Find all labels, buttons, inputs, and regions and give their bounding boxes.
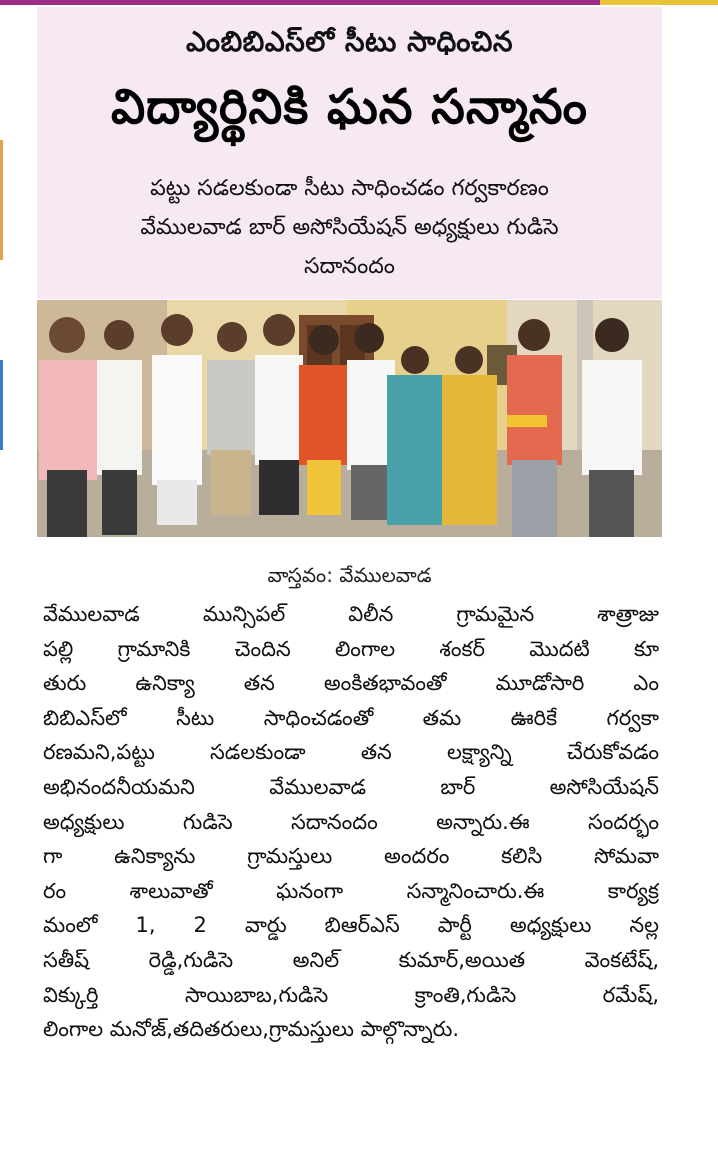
body-line: సతీష్ రెడ్డి,గుడిసె అనిల్ కుమార్,అయిత వెంకటేష్, bbox=[43, 947, 659, 972]
body-line: అధ్యక్షులు గుడిసె సదానందం అన్నారు.ఈ సందర్భం bbox=[43, 809, 659, 834]
margin-color-mark bbox=[0, 140, 3, 260]
body-line: లింగాల మనోజ్,తదితరులు,గ్రామస్తులు పాల్గొన్నారు. bbox=[43, 1017, 460, 1042]
margin-color-mark bbox=[0, 360, 3, 450]
deck-line: వేములవాడ బార్ అసోసియేషన్ అధ్యక్షులు గుడిసె bbox=[140, 215, 559, 240]
body-line: బిబిఎస్‌లో సీటు సాధించడంతో తమ ఊరికే గర్వకా bbox=[43, 705, 659, 730]
body-line: వేములవాడ మున్సిపల్ విలీన గ్రామమైన శాత్రాజు bbox=[43, 602, 659, 626]
news-photo bbox=[37, 300, 662, 537]
body-line: రం శాలువాతో ఘనంగా సన్మానించారు.ఈ కార్యక్ర bbox=[43, 878, 659, 903]
body-line: పల్లి గ్రామానికి చెందిన లింగాల శంకర్ మొదటి కూ bbox=[43, 636, 659, 661]
headline: విద్యార్థినికి ఘన సన్మానం bbox=[111, 79, 588, 135]
article-body bbox=[43, 597, 659, 1047]
body-line: అభినందనీయమని వేములవాడ బార్ అసోసియేషన్ bbox=[43, 774, 659, 799]
top-rule-accent bbox=[600, 0, 718, 5]
deck bbox=[57, 169, 642, 286]
body-line: మంలో 1, 2 వార్డు బిఆర్ఎస్ పార్టీ అధ్యక్షులు నల్ల bbox=[43, 913, 659, 938]
deck-line: సదానందం bbox=[304, 254, 395, 279]
body-line: తురు ఉనిక్యా తన అంకితభావంతో మూడోసారి ఎం bbox=[43, 671, 659, 696]
dateline: వాస్తవం: వేములవాడ bbox=[267, 563, 432, 587]
body-line: గా ఉనిక్యాను గ్రామస్తులు అందరం కలిసి సోమవా bbox=[43, 844, 659, 869]
group-photo-felicitation bbox=[37, 300, 662, 537]
body-line: విక్కుర్తి సాయిబాబ,గుడిసె క్రాంతి,గుడిసె రమేష్, bbox=[43, 982, 659, 1007]
deck-line: పట్టు సడలకుండా సీటు సాధించడం గర్వకారణం bbox=[150, 176, 549, 201]
headline-box bbox=[37, 7, 662, 299]
body-line: రణమని,పట్టు సడలకుండా తన లక్ష్యాన్ని చేరుకోవడం bbox=[43, 740, 659, 765]
kicker: ఎంబిబిఎస్‌లో సీటు సాధించిన bbox=[185, 25, 514, 58]
